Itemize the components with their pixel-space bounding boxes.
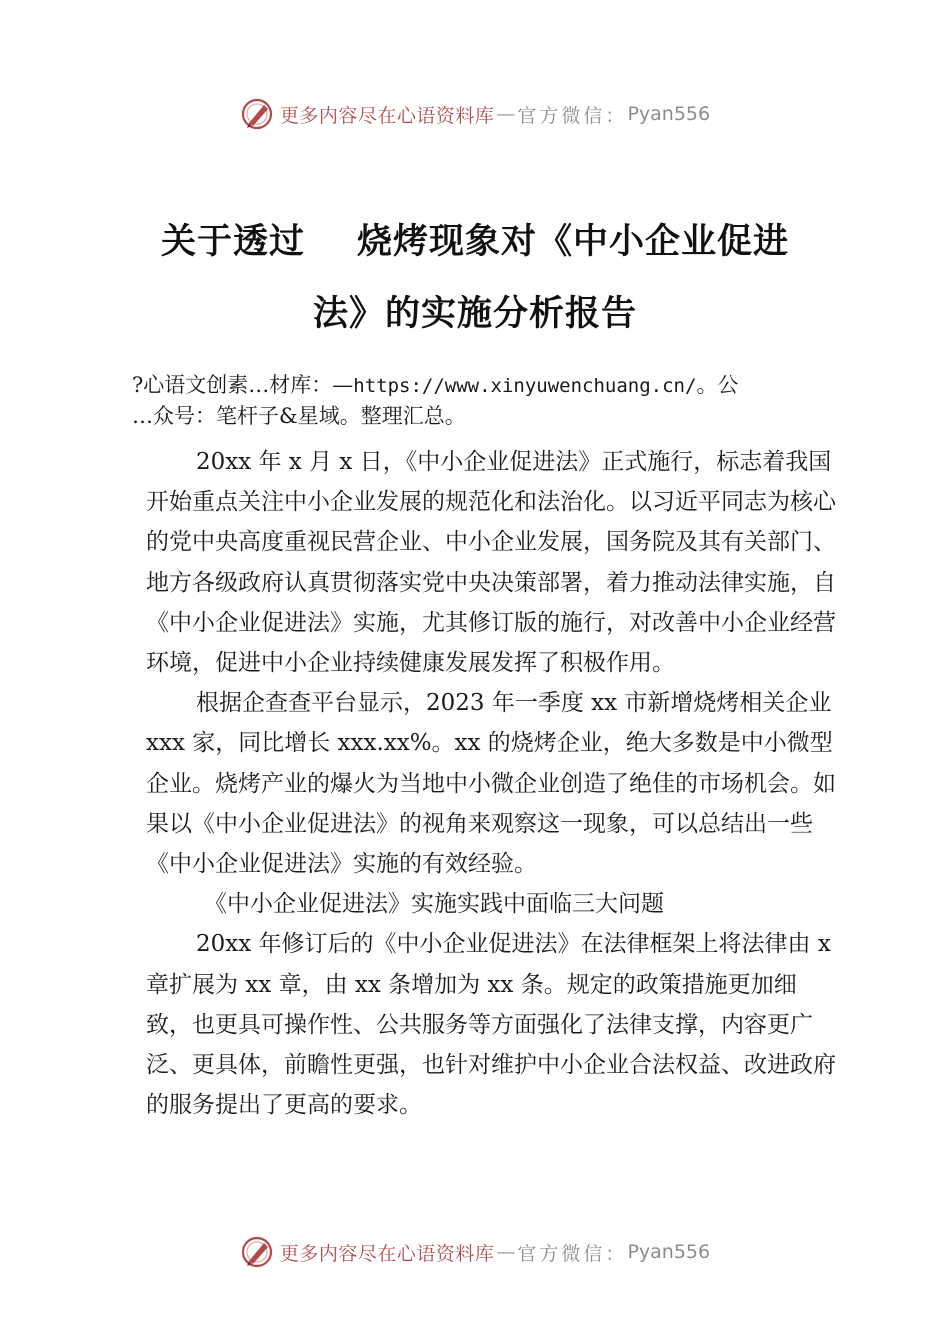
document-title-line-2: 法》的实施分析报告 [312,293,637,334]
document-body [146,442,836,1125]
document-title-line-1 [0,214,950,264]
source-line-2: …众号：笔杆子&星域。整理汇总。 [132,404,466,428]
source-line-1: ?心语文创素…材库：—https://www.xinyuwenchuang.cn/。公 [132,373,739,397]
pen-logo-icon [240,1235,274,1269]
banner-separator: — [496,103,516,125]
footer-watermark-banner [0,1232,950,1272]
paragraph-3: 20xx 年修订后的《中小企业促进法》在法律框架上将法律由 x 章扩展为 xx 章，由 xx 条增加为 xx 条。规定的政策措施更加细致，也更具可操作性、公共服务等方面强化了法律支撑，内容更广泛、更具体，前瞻性更强，也针对维护中小企业合法权益、改进政府的服务提出了更高的要求。 [146,931,836,1119]
wechat-id: Pyan556 [627,103,711,125]
banner-separator: — [496,1241,516,1263]
brand-text: 更多内容尽在心语资料库 [279,1242,495,1265]
paragraph-1: 20xx 年 x 月 x 日，《中小企业促进法》正式施行，标志着我国开始重点关注中小企业发展的规范化和法治化。以习近平同志为核心的党中央高度重视民营企业、中小企业发展，国务院及其有关部门、地方各级政府认真贯彻落实党中央决策部署，着力推动法律实施，自《中小企业促进法》实施，尤其修订版的施行，对改善中小企业经营环境，促进中小企业持续健康发展发挥了积极作用。 [146,449,836,677]
header-watermark-banner [0,94,950,134]
wechat-id: Pyan556 [627,1241,711,1263]
wechat-label: 官方微信： [517,104,628,127]
pen-logo-icon [240,97,274,131]
title-segment-2: 烧烤现象对《中小企业促进 [357,221,790,262]
section-heading: 《中小企业促进法》实施实践中面临三大问题 [204,891,664,918]
source-attribution [132,370,832,431]
title-segment-1: 关于透过 [160,221,305,262]
source-url: https://www.xinyuwenchuang.cn/ [353,375,697,397]
brand-text: 更多内容尽在心语资料库 [279,104,495,127]
wechat-label: 官方微信： [517,1242,628,1265]
paragraph-2: 根据企查查平台显示，2023 年一季度 xx 市新增烧烤相关企业 xxx 家，同比增长 xxx.xx%。xx 的烧烤企业，绝大多数是中小微型企业。烧烤产业的爆火为当地中小微企业创造了绝佳的市场机会。如果以《中小企业促进法》的视角来观察这一现象，可以总结出一些《中小企业促进法》实施的有效经验。 [146,690,836,878]
